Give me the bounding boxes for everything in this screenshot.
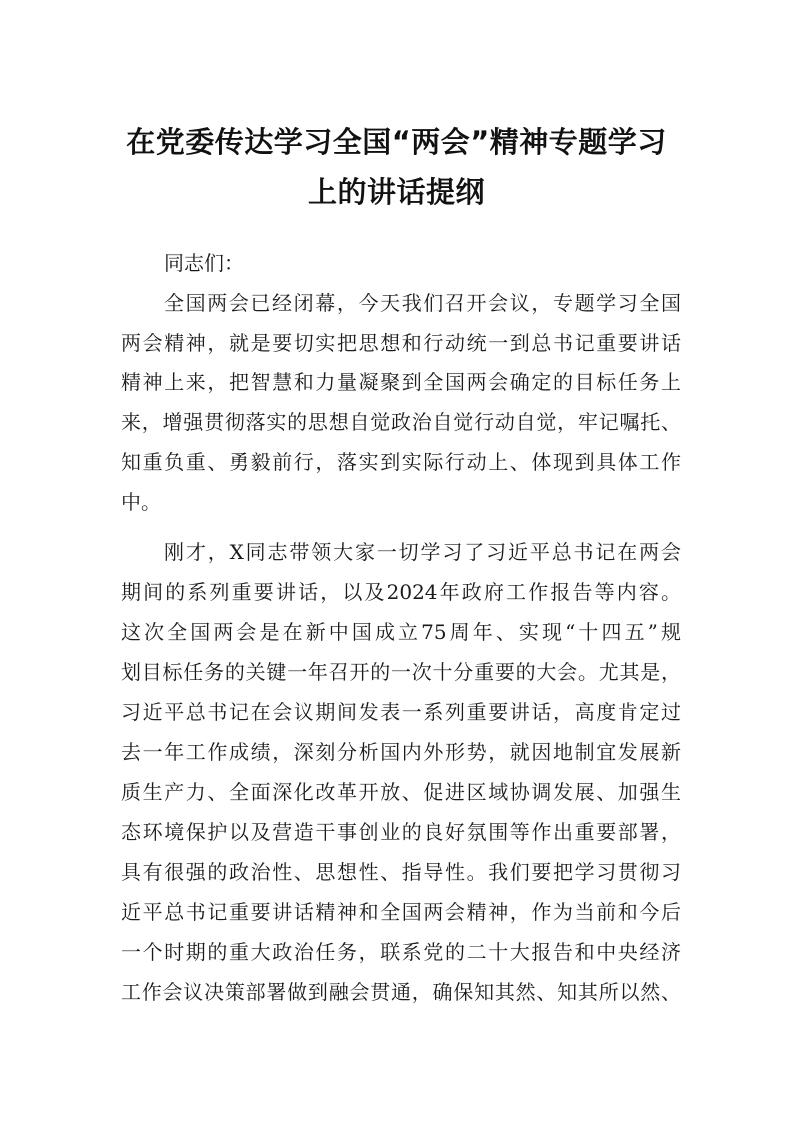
paragraph-2-line-12: 工作会议决策部署做到融会贯通，确保知其然、知其所以然、 xyxy=(121,980,681,1004)
paragraph-1-line-2: 两会精神，就是要切实把思想和行动统一到总书记重要讲话 xyxy=(121,331,681,355)
paragraph-2-line-10: 近平总书记重要讲话精神和全国两会精神，作为当前和今后 xyxy=(121,900,681,924)
paragraph-2-line-8: 态环境保护以及营造干事创业的良好氛围等作出重要部署， xyxy=(121,820,681,844)
paragraph-2-line-1: 刚才，X同志带领大家一切学习了习近平总书记在两会 xyxy=(164,540,681,564)
paragraph-2-line-2: 期间的系列重要讲话，以及2024年政府工作报告等内容。 xyxy=(121,580,681,604)
paragraph-1-line-6: 中。 xyxy=(121,490,161,514)
paragraph-2-line-6: 去一年工作成绩，深刻分析国内外形势，就因地制宜发展新 xyxy=(121,740,681,764)
paragraph-2-line-3: 这次全国两会是在新中国成立75周年、实现“十四五”规 xyxy=(121,620,681,644)
paragraph-1-line-3: 精神上来，把智慧和力量凝聚到全国两会确定的目标任务上 xyxy=(121,370,681,394)
paragraph-1-line-4: 来，增强贯彻落实的思想自觉政治自觉行动自觉，牢记嘱托、 xyxy=(121,410,681,434)
paragraph-2-line-4: 划目标任务的关键一年召开的一次十分重要的大会。尤其是， xyxy=(121,660,681,684)
paragraph-2-line-7: 质生产力、全面深化改革开放、促进区域协调发展、加强生 xyxy=(121,780,681,804)
paragraph-1-line-5: 知重负重、勇毅前行，落实到实际行动上、体现到具体工作 xyxy=(121,450,681,474)
document-title-line-2: 上的讲话提纲 xyxy=(307,175,485,209)
paragraph-2-line-9: 具有很强的政治性、思想性、指导性。我们要把学习贯彻习 xyxy=(121,860,681,884)
salutation: 同志们： xyxy=(164,251,244,275)
document-title-line-1: 在党委传达学习全国“两会”精神专题学习 xyxy=(126,125,667,159)
paragraph-1-line-1: 全国两会已经闭幕，今天我们召开会议，专题学习全国 xyxy=(164,291,681,315)
paragraph-2-line-11: 一个时期的重大政治任务，联系党的二十大报告和中央经济 xyxy=(121,940,681,964)
paragraph-2-line-5: 习近平总书记在会议期间发表一系列重要讲话，高度肯定过 xyxy=(121,700,681,724)
